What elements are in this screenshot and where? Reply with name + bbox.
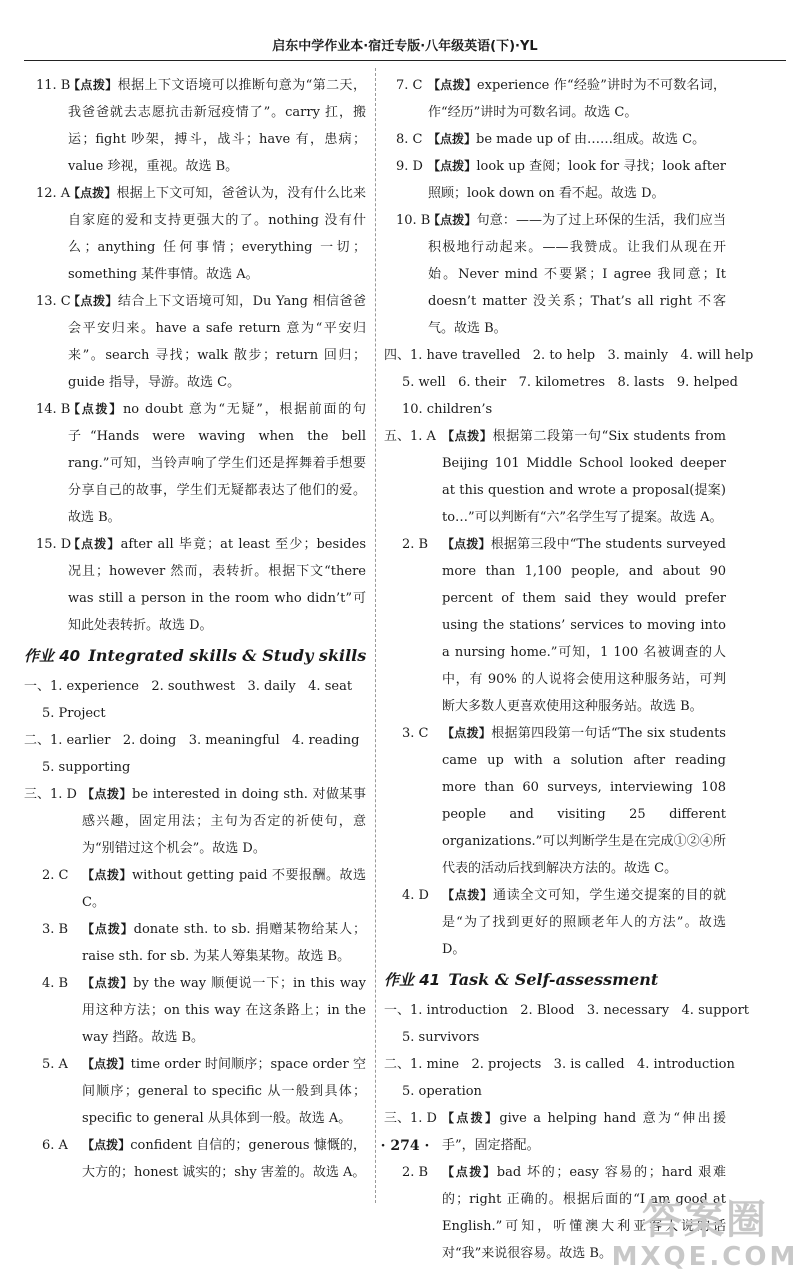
answer-number: 三、1. D (384, 1111, 437, 1126)
answer-item (384, 153, 726, 207)
fill-answers-line: 10. children’s (402, 402, 493, 417)
answer-item (24, 1051, 366, 1132)
answer-text: 根据第二段第一句“Six students from Beijing 101 Middle School looked deeper at this question and wrote a proposal(提案) to…”可以判断有“六”名学生写了提案。故选 A。 (442, 429, 726, 525)
answer-number: 9. D (396, 159, 423, 174)
hint-tag: 【点拨】 (428, 78, 477, 92)
answer-item (24, 862, 366, 916)
left-column (24, 72, 366, 1186)
answer-text: no doubt 意为“无疑”，根据前面的句子“Hands were waving when the bell rang.”可知，当铃声响了学生们还是挥舞着手想要分享自己的故事，学生们无疑都表达了他们的爱。故选 B。 (68, 402, 366, 525)
answer-number: 4. B (42, 976, 69, 991)
answer-text: 结合上下文语境可知，Du Yang 相信爸爸会平安归来。have a safe return 意为“平安归来”。search 寻找；walk 散步；return 回归；guide 指导，导游。故选 C。 (68, 294, 366, 390)
answer-text: be made up of 由……组成。故选 C。 (476, 132, 706, 147)
hint-tag: 【点拨】 (68, 78, 118, 92)
answer-number: 14. B (36, 402, 71, 417)
answer-number: 三、1. D (24, 787, 77, 802)
answer-text: without getting paid 不要报酬。故选 C。 (82, 868, 366, 910)
right-column (384, 72, 754, 1267)
assignment-number: 作业 40 (24, 647, 81, 665)
hint-tag: 【点拨】 (442, 429, 493, 443)
answer-number: 4. D (402, 888, 429, 903)
hint-tag: 【点拨】 (428, 132, 477, 146)
watermark-logo-text: 答案圈 (642, 1197, 768, 1243)
answer-number: 12. A (36, 186, 71, 201)
answer-text: be interested in doing sth. 对做某事感兴趣，固定用法；主句为否定的祈使句，意为“别错过这个机会”。故选 D。 (82, 787, 366, 856)
answer-number: 10. B (396, 213, 431, 228)
answer-number: 3. C (402, 726, 429, 741)
answer-text: by the way 顺便说一下；in this way 用这种方法；on this way 在这条路上；in the way 挡路。故选 B。 (82, 976, 366, 1045)
hint-tag: 【点拨】 (428, 213, 477, 227)
hint-tag: 【点拨】 (428, 159, 477, 173)
fill-answers-line: 5. survivors (402, 1030, 480, 1045)
answer-item (384, 882, 726, 963)
answer-text: 通读全文可知，学生递交提案的目的就是“为了找到更好的照顾老年人的方法”。故选 D。 (442, 888, 726, 957)
page-number: · 274 · (380, 1138, 430, 1154)
answer-item (384, 207, 726, 342)
answer-number: 3. B (42, 922, 69, 937)
answer-text: look up 查阅；look for 寻找；look after 照顾；look down on 看不起。故选 D。 (428, 159, 726, 201)
answer-item (24, 916, 366, 970)
answer-text: 根据上下文可知，爸爸认为，没有什么比来自家庭的爱和支持更强大的了。nothing 没有什么；anything 任何事情；everything 一切；something 某件事情。故选 A。 (68, 186, 366, 282)
running-header (24, 34, 786, 61)
answer-number: 5. A (42, 1057, 68, 1072)
hint-tag: 【点拨】 (68, 537, 121, 551)
hint-tag: 【点拨】 (82, 1057, 131, 1071)
hint-tag: 【点拨】 (82, 868, 132, 882)
answer-number: 2. B (402, 1165, 429, 1180)
answer-number: 15. D (36, 537, 72, 552)
answer-item (384, 531, 726, 720)
answer-text: bad 坏的；easy 容易的；hard 艰难的；right 正确的。根据后面的“I am good at English.”可知，听懂澳大利亚客人说的话对“我”来说很容易。故选 B。 (442, 1165, 726, 1261)
fill-answers-line: 5. well 6. their 7. kilometres 8. lasts 9. helped (402, 375, 738, 390)
answer-list-section-5 (384, 423, 726, 963)
assignment-title: Task & Self-assessment (448, 970, 659, 989)
hint-tag: 【点拨】 (442, 888, 493, 902)
site-watermark (610, 1198, 800, 1276)
answer-number: 2. B (402, 537, 429, 552)
answer-item (384, 423, 726, 531)
hint-tag: 【点拨】 (82, 976, 134, 990)
answer-list-11-15 (24, 72, 366, 639)
answer-text: after all 毕竟；at least 至少；besides 况且；however 然而，表转折。根据下文“there was still a person in the room who didn’t”可知此处表转折。故选 D。 (68, 537, 366, 633)
hint-tag: 【点拨】 (442, 1165, 497, 1179)
answer-text: 根据上下文语境可以推断句意为“第二天，我爸爸就去志愿抗击新冠疫情了”。carry 扛，搬运；fight 吵架，搏斗，战斗；have 有，患病；value 珍视，重视。故选 B。 (68, 78, 366, 174)
answer-number: 13. C (36, 294, 71, 309)
column-divider (375, 68, 376, 1203)
fill-answers-line: 5. supporting (42, 760, 131, 775)
answer-item (384, 126, 726, 153)
fill-answers-line: 5. Project (42, 706, 106, 721)
answer-item (384, 72, 726, 126)
answer-item (24, 531, 366, 639)
hint-tag: 【点拨】 (82, 1138, 131, 1152)
answer-number: 7. C (396, 78, 423, 93)
watermark-domain: MXQE.COM (611, 1242, 799, 1272)
answer-text: donate sth. to sb. 捐赠某物给某人；raise sth. for sb. 为某人筹集某物。故选 B。 (82, 922, 366, 964)
hint-tag: 【点拨】 (82, 787, 133, 801)
answer-item (384, 720, 726, 882)
answer-text: 根据第三段中“The students surveyed more than 1,100 people, and about 90 percent of them said they would prefer using the stations’ services to moving into a nursing home.”可知，1 100 名被调查的人中，有 90% 的人说将会使用这种服务站，可判断大多数人更喜欢使用这种服务站。故选 B。 (442, 537, 726, 714)
answer-text: time order 时间顺序；space order 空间顺序；general to specific 从一般到具体；specific to general 从具体到一般。故选 A。 (82, 1057, 366, 1126)
section-title-40 (24, 641, 366, 673)
answer-text: experience 作“经验”讲时为不可数名词，作“经历”讲时为可数名词。故选 C。 (428, 78, 726, 120)
answer-item (24, 970, 366, 1051)
hint-tag: 【点拨】 (442, 537, 491, 551)
fill-answers-line: 二、1. earlier 2. doing 3. meaningful 4. reading (24, 733, 360, 748)
hint-tag: 【点拨】 (442, 726, 492, 740)
hint-tag: 【点拨】 (68, 294, 118, 308)
header-title: 启东中学作业本·宿迁专版·八年级英语(下)·YL (272, 39, 538, 54)
fill-answers-line: 四、1. have travelled 2. to help 3. mainly 4. will help (384, 348, 754, 363)
answer-item (24, 396, 366, 531)
answer-text: give a helping hand 意为“伸出援手”，固定搭配。 (442, 1111, 726, 1153)
answer-item (24, 781, 366, 862)
hint-tag: 【点拨】 (82, 922, 134, 936)
answer-list-section-3 (24, 781, 366, 1186)
answer-number: 8. C (396, 132, 423, 147)
answer-text: confident 自信的；generous 慷慨的，大方的；honest 诚实的；shy 害羞的。故选 A。 (82, 1138, 366, 1180)
assignment-number: 作业 41 (384, 971, 441, 989)
answer-number: 11. B (36, 78, 71, 93)
answer-text: 根据第四段第一句话“The six students came up with a solution after reading more than 60 surveys, interviewing 108 people and visiting 25 different organizations.”可以判断学生是在完成①②④所代表的活动后找到解决方法的。故选 C。 (442, 726, 726, 876)
section-title-41 (384, 965, 726, 997)
answer-number: 五、1. A (384, 429, 436, 444)
fill-answers-line: 二、1. mine 2. projects 3. is called 4. introduction (384, 1057, 735, 1072)
hint-tag: 【点拨】 (68, 402, 123, 416)
fill-answers-line: 一、1. experience 2. southwest 3. daily 4. seat (24, 679, 353, 694)
answer-number: 2. C (42, 868, 69, 883)
answer-item (24, 288, 366, 396)
answer-number: 6. A (42, 1138, 68, 1153)
fill-answers-line: 一、1. introduction 2. Blood 3. necessary 4. support (384, 1003, 750, 1018)
answer-list-7-10 (384, 72, 726, 342)
assignment-title: Integrated skills & Study skills (88, 646, 367, 665)
hint-tag: 【点拨】 (442, 1111, 500, 1125)
hint-tag: 【点拨】 (68, 186, 117, 200)
answer-text: 句意：——为了过上环保的生活，我们应当积极地行动起来。——我赞成。让我们从现在开始。Never mind 不要紧；I agree 我同意；It doesn’t matter 没关系；That’s all right 不客气。故选 B。 (428, 213, 726, 336)
fill-answers-line: 5. operation (402, 1084, 482, 1099)
answer-item (24, 180, 366, 288)
answer-item (24, 72, 366, 180)
